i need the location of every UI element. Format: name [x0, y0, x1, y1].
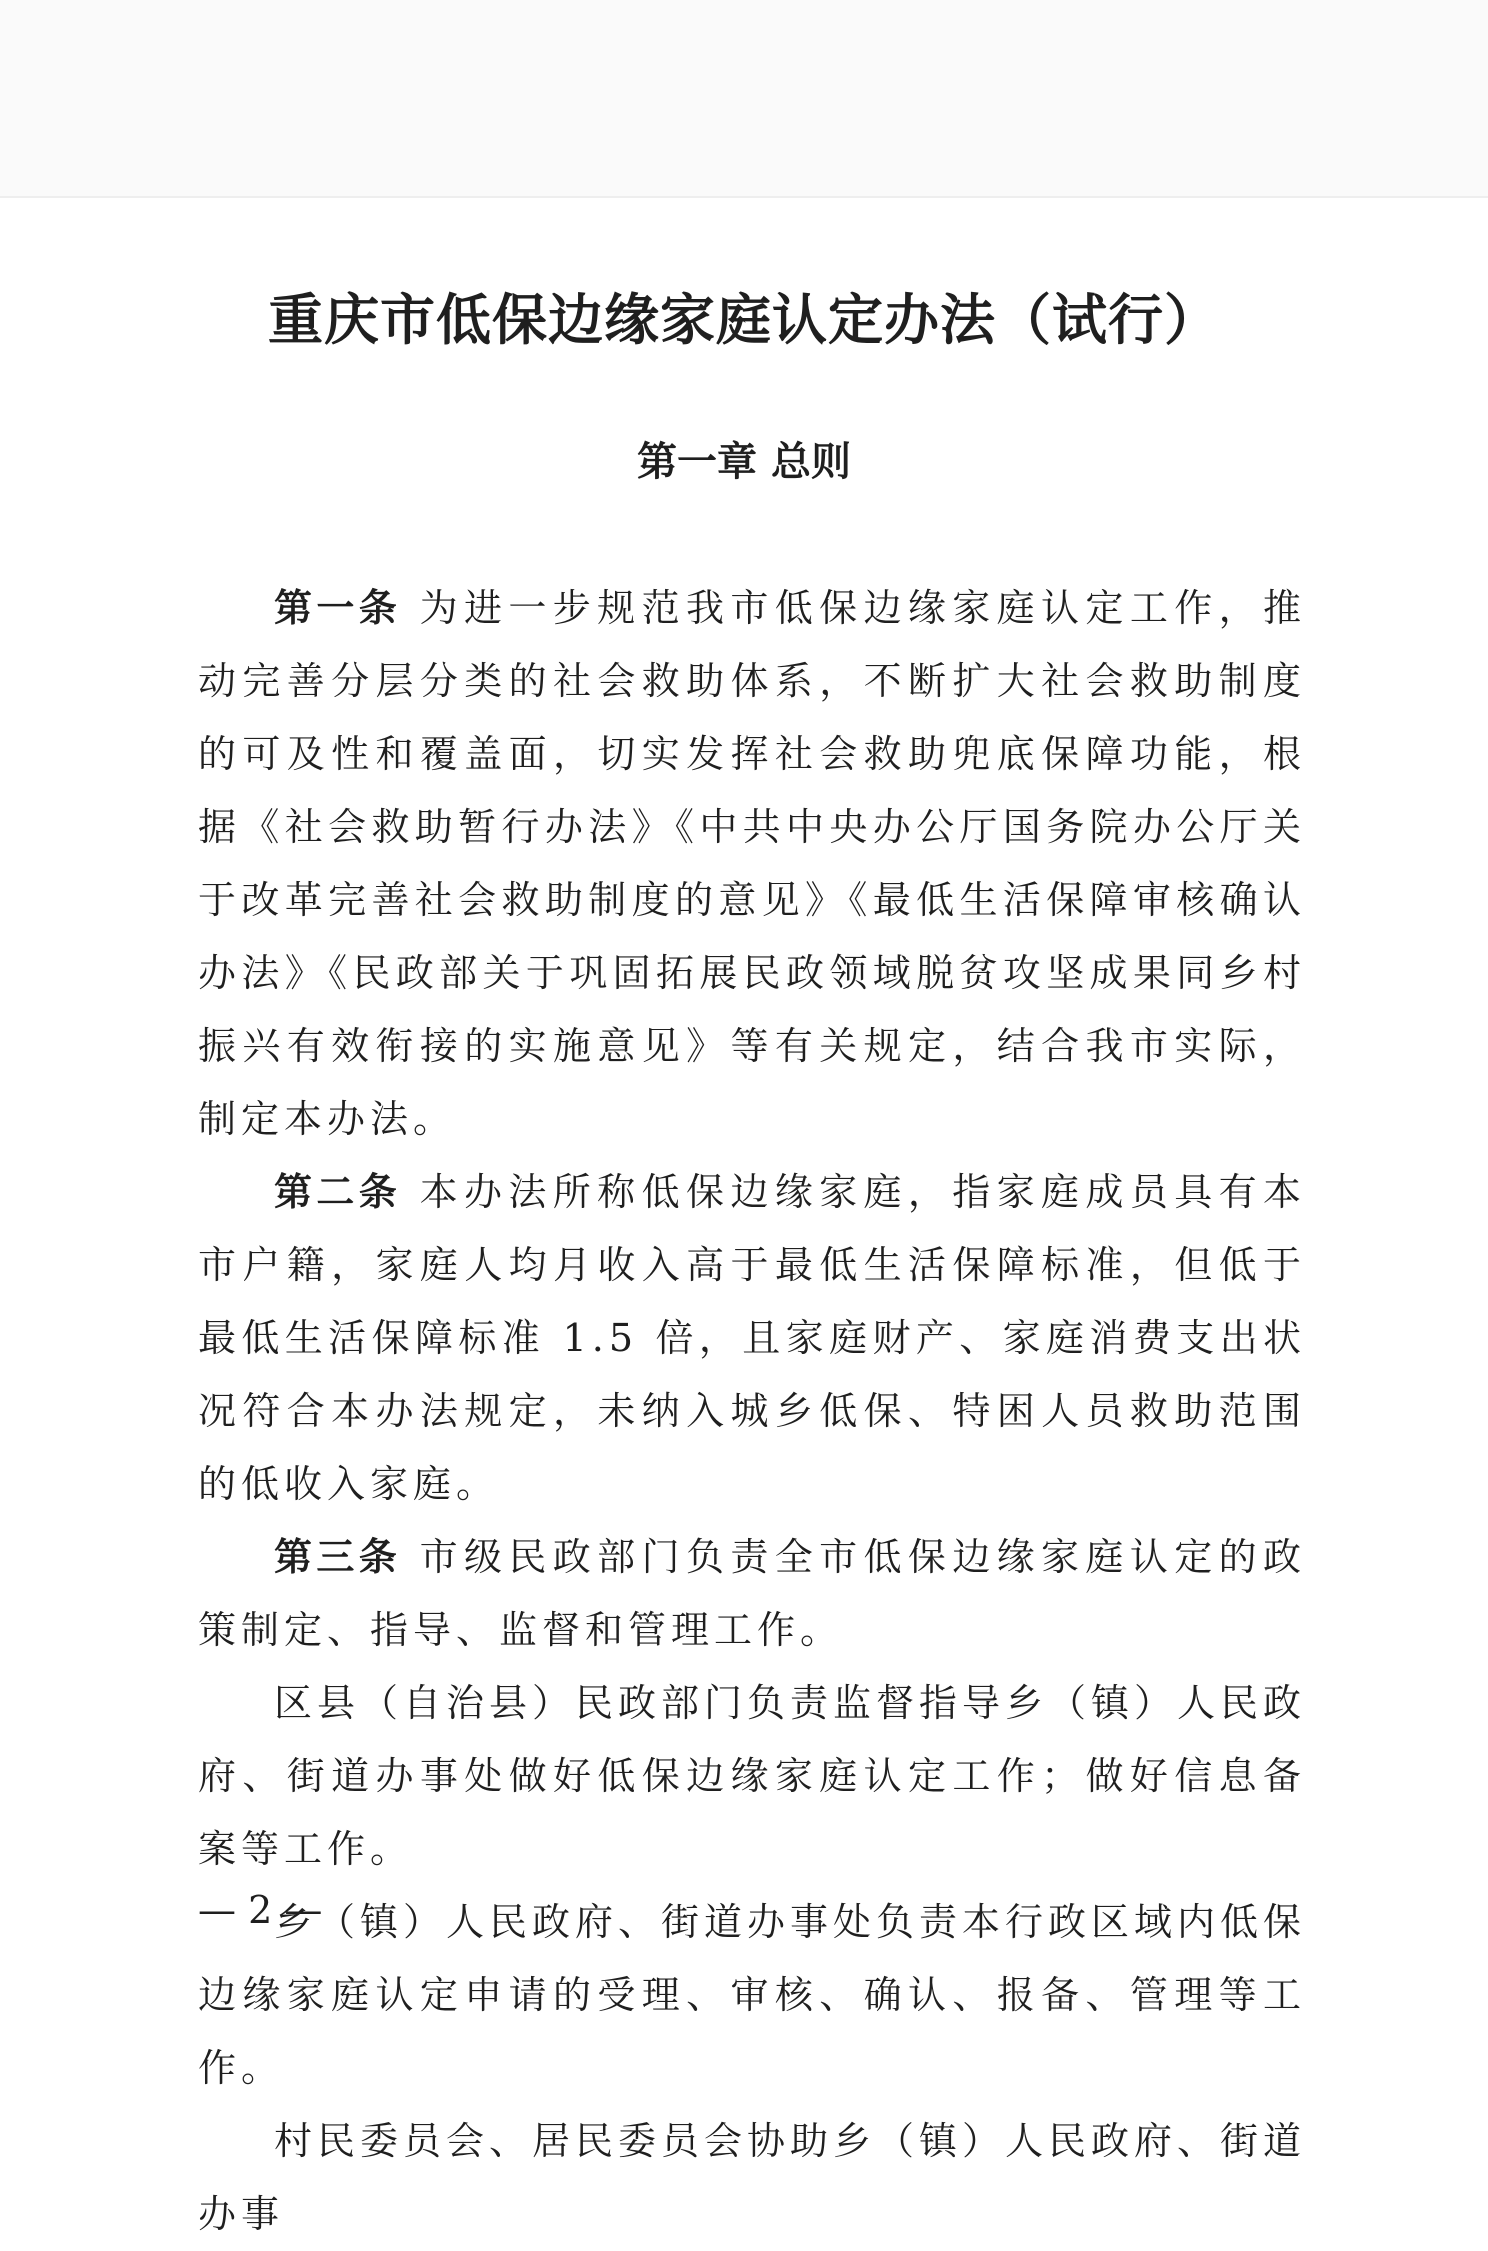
article-text: 为进一步规范我市低保边缘家庭认定工作，推动完善分层分类的社会救助体系，不断扩大社会救助制度的可及性和覆盖面，切实发挥社会救助兜底保障功能，根据《社会救助暂行办法》《中共中央办公厅国务院办公厅关于改革完善社会救助制度的意见》《最低生活保障审核确认办法》《民政部关于巩固拓展民政领域脱贫攻坚成果同乡村振兴有效衔接的实施意见》等有关规定，结合我市实际，制定本办法。	[198, 586, 1306, 1141]
article-number: 第三条	[274, 1535, 402, 1579]
article-text: 本办法所称低保边缘家庭，指家庭成员具有本市户籍，家庭人均月收入高于最低生活保障标准，但低于最低生活保障标准 1.5 倍，且家庭财产、家庭消费支出状况符合本办法规定，未纳入城乡低保、特困人员救助范围的低收入家庭。	[198, 1170, 1306, 1506]
paragraph-text: 村民委员会、居民委员会协助乡（镇）人民政府、街道办事	[198, 2119, 1307, 2236]
paragraph-text: 区县（自治县）民政部门负责监督指导乡（镇）人民政府、街道办事处做好低保边缘家庭认定工作；做好信息备案等工作。	[198, 1681, 1307, 1871]
article-number: 第二条	[274, 1170, 402, 1214]
body-paragraph	[198, 2105, 1306, 2251]
article-paragraph	[198, 1521, 1306, 1667]
document-body	[198, 572, 1306, 2251]
chapter-heading: 第一章 总则	[637, 439, 851, 485]
scan-top-margin	[0, 0, 1488, 198]
article-paragraph	[198, 1156, 1306, 1521]
document-title: 重庆市低保边缘家庭认定办法（试行）	[267, 287, 1220, 352]
article-paragraph	[198, 572, 1306, 1156]
body-paragraph	[198, 1667, 1306, 1886]
article-text: 市级民政部门负责全市低保边缘家庭认定的政策制定、指导、监督和管理工作。	[198, 1535, 1306, 1652]
paragraph-text: 乡（镇）人民政府、街道办事处负责本行政区域内低保边缘家庭认定申请的受理、审核、确认、报备、管理等工作。	[198, 1900, 1307, 2090]
page-number: — 2 —	[198, 1888, 323, 1932]
article-number: 第一条	[274, 586, 402, 630]
